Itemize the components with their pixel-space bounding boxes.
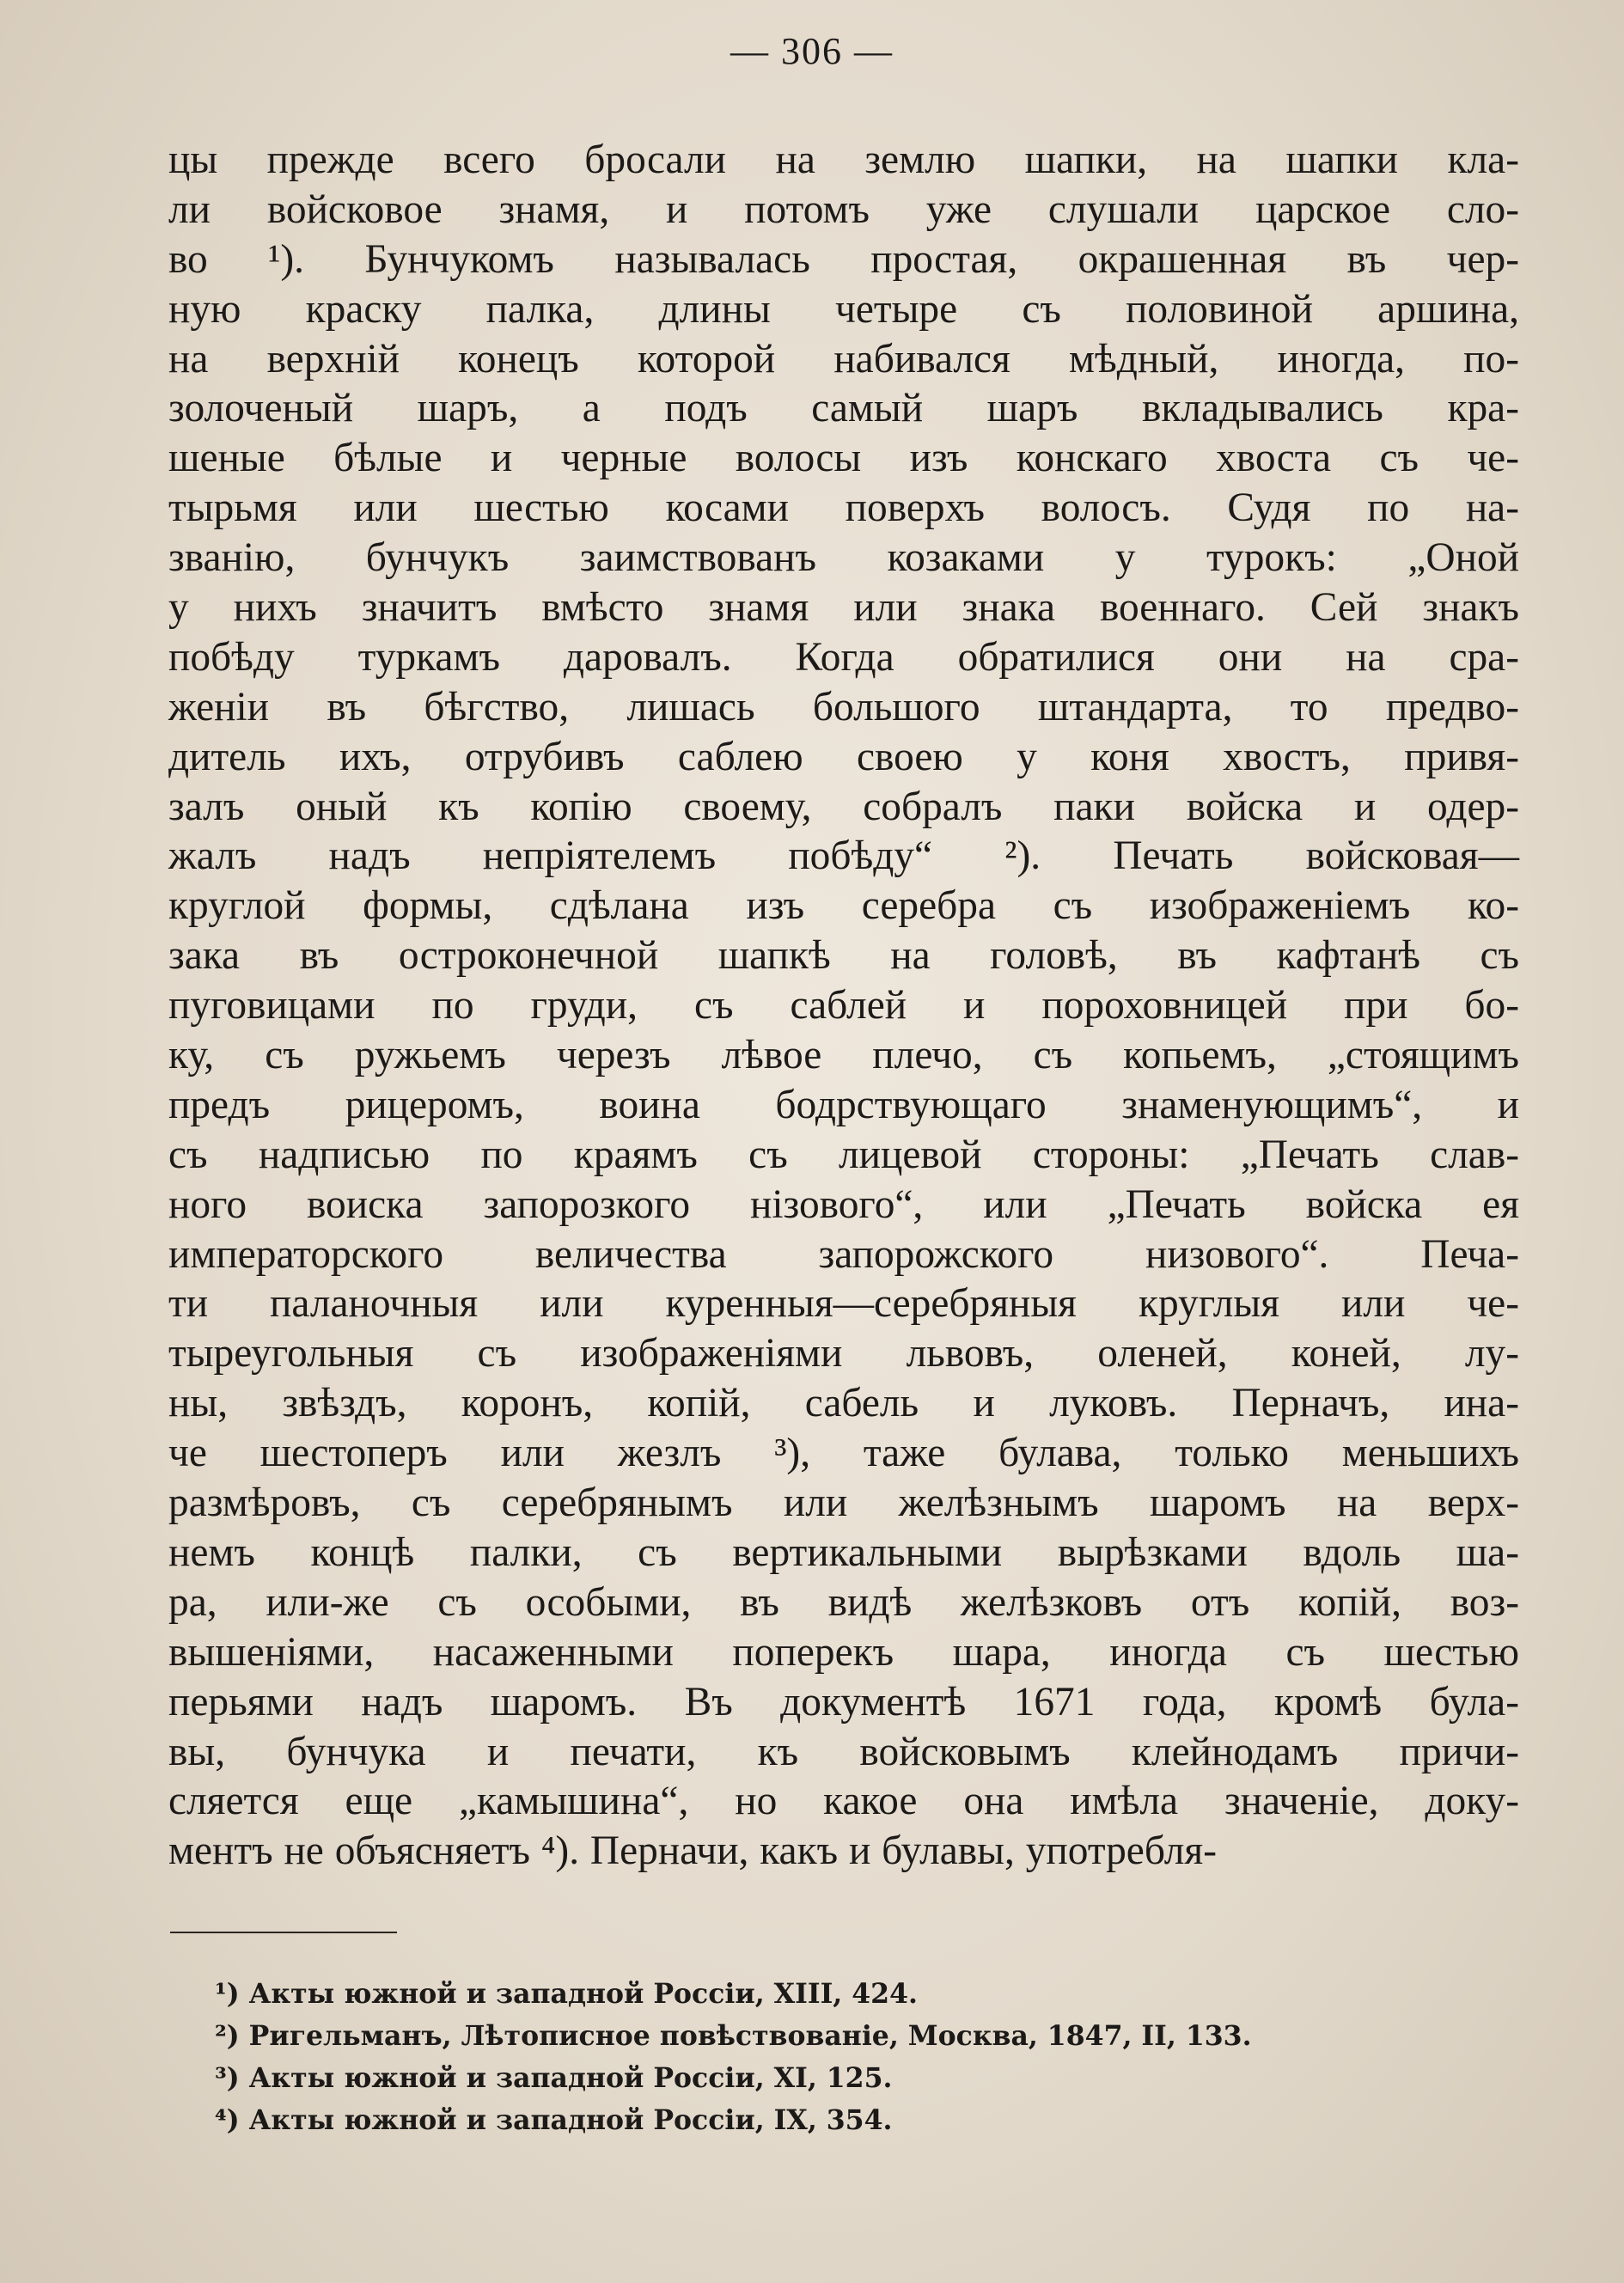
text-line: тырьмя или шестью косами поверхъ волосъ. Судя по на- [168,485,1519,531]
text-line: круглой формы, сдѣлана изъ серебра съ изображеніемъ ко- [168,883,1519,929]
footnote: ⁴) Акты южной и западной Россіи, IX, 354. [215,2104,893,2136]
footnote: ¹) Акты южной и западной Россіи, XIII, 424. [215,1978,918,2010]
text-line: пуговицами по груди, съ саблей и пороховницей при бо- [168,983,1519,1029]
text-line: ментъ не объясняетъ ⁴). Перначи, какъ и булавы, употребля- [168,1828,1217,1874]
text-line: тыреугольныя съ изображеніями львовъ, оленей, коней, лу- [168,1331,1519,1377]
text-line: предъ рицеромъ, воина бодрствующаго знаменующимъ“, и [168,1082,1519,1127]
text-line: дитель ихъ, отрубивъ саблею своею у коня хвостъ, привя- [168,734,1519,779]
text-line: женіи въ бѣгство, лишась большого штандарта, то предво- [168,684,1519,729]
text-line: зака въ остроконечной шапкѣ на головѣ, въ кафтанѣ съ [168,933,1519,979]
text-line: званію, бунчукъ заимствованъ козаками у турокъ: „Оной [168,535,1519,581]
text-line: ку, съ ружьемъ черезъ лѣвое плечо, съ копьемъ, „стоящимъ [168,1033,1519,1078]
footnote: ³) Акты южной и западной Россіи, XI, 125. [215,2062,893,2094]
text-line: ли войсковое знамя, и потомъ уже слушали царское сло- [168,186,1519,232]
footnote-divider [170,1932,397,1933]
body-text [168,136,1519,1877]
text-line: золоченый шаръ, а подъ самый шаръ вкладывались кра- [168,386,1519,431]
text-line: у нихъ значитъ вмѣсто знамя или знака военнаго. Сей знакъ [168,585,1519,631]
text-line: съ надписью по краямъ съ лицевой стороны: „Печать слав- [168,1132,1519,1177]
text-line: вы, бунчука и печати, къ войсковымъ клейнодамъ причи- [168,1729,1519,1774]
page-number: — 306 — [730,30,894,72]
text-line: немъ концѣ палки, съ вертикальными вырѣзками вдоль ша- [168,1529,1519,1575]
text-line: на верхній конецъ которой набивался мѣдный, иногда, по- [168,336,1519,382]
text-line: сляется еще „камышина“, но какое она имѣла значеніе, доку- [168,1779,1519,1824]
text-line: ного воиска запорозкого нізового“, или „Печать войска ея [168,1181,1519,1227]
text-line: жалъ надъ непріятелемъ побѣду“ ²). Печать войсковая— [168,833,1519,879]
text-line: перьями надъ шаромъ. Въ документѣ 1671 года, кромѣ була- [168,1679,1519,1724]
footnote: ²) Ригельманъ, Лѣтописное повѣствованіе, Москва, 1847, II, 133. [215,2020,1252,2052]
text-line: императорского величества запорожского низового“. Печа- [168,1231,1519,1277]
text-line: ны, звѣздъ, коронъ, копій, сабель и луковъ. Перначъ, ина- [168,1381,1519,1426]
text-line: цы прежде всего бросали на землю шапки, на шапки кла- [168,137,1519,182]
text-line: размѣровъ, съ серебрянымъ или желѣзнымъ шаромъ на верх- [168,1480,1519,1526]
text-line: побѣду туркамъ даровалъ. Когда обратилися они на сра- [168,634,1519,680]
text-line: залъ оный къ копію своему, собралъ паки войска и одер- [168,784,1519,829]
text-line: ную краску палка, длины четыре съ половиной аршина, [168,286,1519,332]
text-line: вышеніями, насаженными поперекъ шара, иногда съ шестью [168,1629,1519,1675]
footnotes [215,1973,1418,2141]
text-line: ра, или-же съ особыми, въ видѣ желѣзковъ отъ копій, воз- [168,1579,1519,1625]
text-line: че шестоперъ или жезлъ ³), таже булава, только меньшихъ [168,1431,1519,1476]
text-line: во ¹). Бунчукомъ называлась простая, окрашенная въ чер- [168,236,1519,282]
text-line: шеные бѣлые и черные волосы изъ конскаго хвоста съ че- [168,436,1519,481]
text-line: ти паланочныя или куренныя—серебряныя круглыя или че- [168,1281,1519,1327]
